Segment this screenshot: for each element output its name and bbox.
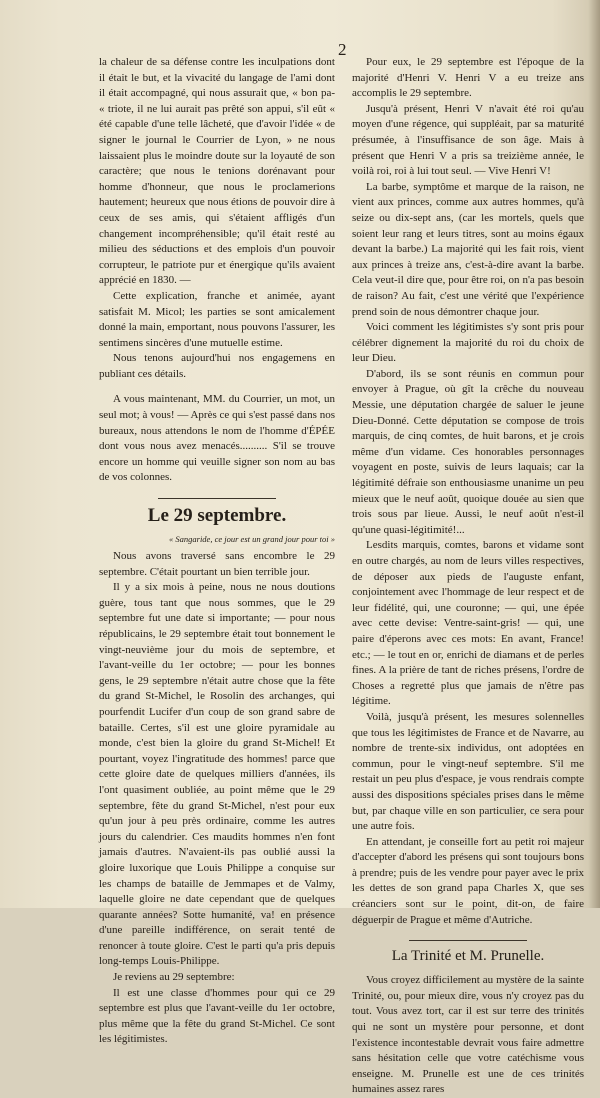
paragraph: Lesdits marquis, comtes, barons et vidame sont en outre chargés, au nom de leurs villes respectives, de déposer aux pieds de l'auguste enfant, conjointement avec l'hommage de leur respect et de leur fidélité, qui, une couronne; — qui, une épée avec cette devise: Ventre-saint-gris! — qui, une paire d'éperons avec ces mots: En avant, France! etc.; — le tout en or, enrichi de diamans et de perles fines. A la prière de tant de riches présens, l'ordre de Choses a regretté plus que jamais de n'être pas légitime. bbox=[352, 539, 584, 708]
paragraph: Vous croyez difficilement au mystère de la sainte Trinité, ou, pour mieux dire, vous n'y croyez pas du tout. Vous avez tort, car il est sur terre des trinités qui ne sont un mystère pour personne, et dont l'existence incontestable devrait vous faire admettre sans hésitation celle que votre catéchisme vous enseigne. M. Prunelle est une de ces trinités humaines assez rares bbox=[352, 974, 584, 1096]
binding-edge bbox=[588, 0, 600, 908]
paragraph: Il est une classe d'hommes pour qui ce 29 septembre est plus que l'avant-veille du 1er octobre, plus même que la fête du grand St-Michel. Ce sont les légitimistes. bbox=[99, 986, 335, 1046]
paragraph: D'abord, ils se sont réunis en commun pour envoyer à Prague, où gît la crêche du nouveau Messie, une députation chargée de saluer le jeune Dieu-Donné. Cette députation se compose de trois marquis, de cinq comtes, de huit barons, et je crois même d'un vidame. Ces honorables personnages voyagent en poste, suivis de leurs laquais; car la légitimité défraie son enthousiasme unanime un peu mieux que le neuf août, quoique douée au sien que trois sous par lieue. Aussi, le neuf août n'est-il qu'une quasi-légitimité!... bbox=[352, 367, 584, 536]
paragraph: A vous maintenant, MM. du Courrier, un mot, un seul mot; à vous! — Après ce qui s'est passé dans nos bureaux, nous attendons le nom de l'homme d'ÉPÉE dont vous nous avez menacés.......... S'il se trouve encore un homme qui veuille signer son nom au bas de vos colonnes. bbox=[99, 393, 335, 484]
section-divider bbox=[158, 498, 276, 499]
article-title: Le 29 septembre. bbox=[147, 505, 287, 527]
paragraph: Nous avons traversé sans encombre le 29 septembre. C'était pourtant un bien terrible jour. bbox=[99, 550, 335, 578]
paragraph: Voilà, jusqu'à présent, les mesures solennelles que tous les légitimistes de France et de Navarre, au nombre de trente-six individus, ont adoptées en commun, pour le vingt-neuf septembre. S'il me restait un peu plus d'espace, je vous rendrais compte aussi des dispositions spéciales prises dans le même but, par chaque ville en son particulier, ce sera pour une autre fois. bbox=[352, 710, 584, 833]
paragraph: Je reviens au 29 septembre: bbox=[113, 971, 235, 984]
paragraph: Il y a six mois à peine, nous ne nous doutions guère, tous tant que nous sommes, que le 29 septembre fut une date si importante; — pour nous républicains, le 29 septembre était tout bonnement le vingt-neuvième jour du mois de septembre, et l'avant-veille du 1er octobre; — pour les bonnes gens, le 29 septembre n'était autre chose que la fête du grand St-Michel, le Rosolin des archanges, qui pourfendit Lucifer d'un coup de son grand sabre de bataille. Certes, s'il est une gloire pyramidale au monde, c'est bien la gloire du grand St-Michel! Et pourtant, voyez l'ingratitude des hommes! parce que cette gloire date de quelques milliers d'années, ils l'ont quasiment oubliée, au point même que le 29 septembre, fête du grand St-Michel, n'est pour eux qu'un jour à peu près ordinaire, comme les autres jours du calendrier. Ces maudits hommes n'en font jamais d'autres. N'avaient-ils pas oublié aussi la gloire luxorique que Louis Philippe a conquise sur les champs de bataille de Jemmapes et de Valmy, laquelle gloire ne date cependant que de quelques quarante années? Sotte humanité, va! en présence d'une pareille indifférence, on serait tenté de renoncer à toute gloire. C'est le parti qu'a pris depuis long-temps Louis-Philippe. bbox=[99, 581, 335, 968]
page-number: 2 bbox=[338, 40, 347, 59]
paragraph: Cette explication, franche et animée, ayant satisfait M. Micol; les parties se sont amicalement donné la main, emportant, nous pouvons l'assurer, les sentimens sincères d'une mutuelle estime. bbox=[99, 289, 335, 349]
paragraph: Nous tenons aujourd'hui nos engagemens en publiant ces détails. bbox=[99, 352, 335, 380]
left-column bbox=[99, 55, 335, 1048]
paragraph: Jusqu'à présent, Henri V n'avait été roi qu'au moyen d'une régence, qui suppléait, par sa maturité présumée, à l'insuffisance de son âge. Mais à présent que Henri V a pris sa treizième année, le voilà roi, roi à lui tout seul. — Vive Henri V! bbox=[352, 102, 584, 178]
paragraph: Pour eux, le 29 septembre est l'époque de la majorité d'Henri V. Henri V a eu treize ans accomplis le 29 septembre. bbox=[352, 56, 584, 100]
article-title: La Trinité et M. Prunelle. bbox=[391, 948, 545, 965]
paragraph: En attendant, je conseille fort au petit roi majeur d'accepter d'abord les présens qui sont toujours bons à prendre; puis de les vendre pour payer avec le prix les dettes de son grand papa Charles X, que ses créanciers sont sur le point, dit-on, de faire déguerpir de Prague et même d'Autriche. bbox=[352, 835, 584, 926]
paragraph: La barbe, symptôme et marque de la raison, ne vient aux princes, comme aux autres hommes, qu'à seize ou dix-sept ans, (car les mortels, quels que soient leur rang et leurs titres, sont au moins égaux devant la barbe.) La majorité qui les fait rois, vient aux princes à treize ans, c'est-à-dire avant la barbe. Cela veut-il dire que, pour être roi, on n'a pas besoin de raison? Au fait, c'est une vérité que l'expérience prend soin de nous démontrer chaque jour. bbox=[352, 180, 584, 318]
right-column bbox=[352, 55, 584, 1098]
paragraph: la chaleur de sa défense contre les inculpations dont il était le but, et la vivacité du langage de l'ami dont il était accompagné, qui nous assurait que, « bon pa- « triote, il ne lui aurait pas prêté son appui, s'il eût « été capable d'une telle lâcheté, que d'avoir l'idée « de signer le journal le Courrier de Lyon, » ne nous laissaient plus le moindre doute sur la loyauté de son caractère; que nous le tenions dorénavant pour homme d'honneur, que nous le proclamerions hautement; heureux que nous étions de pouvoir dire à ceux de ses amis, qui s'étaient affligés d'un changement incompréhensible; qu'il était resté au milieu des séductions et des emplois d'un pouvoir corrupteur, le patriote pur et énergique qu'ils avaient apprécié en 1830. — bbox=[99, 56, 335, 287]
section-divider bbox=[409, 940, 527, 941]
epigraph: « Sangaride, ce jour est un grand jour pour toi » bbox=[169, 534, 335, 545]
paragraph: Voici comment les légitimistes s'y sont pris pour célébrer dignement la majorité du roi du choix de leur Dieu. bbox=[352, 321, 584, 365]
